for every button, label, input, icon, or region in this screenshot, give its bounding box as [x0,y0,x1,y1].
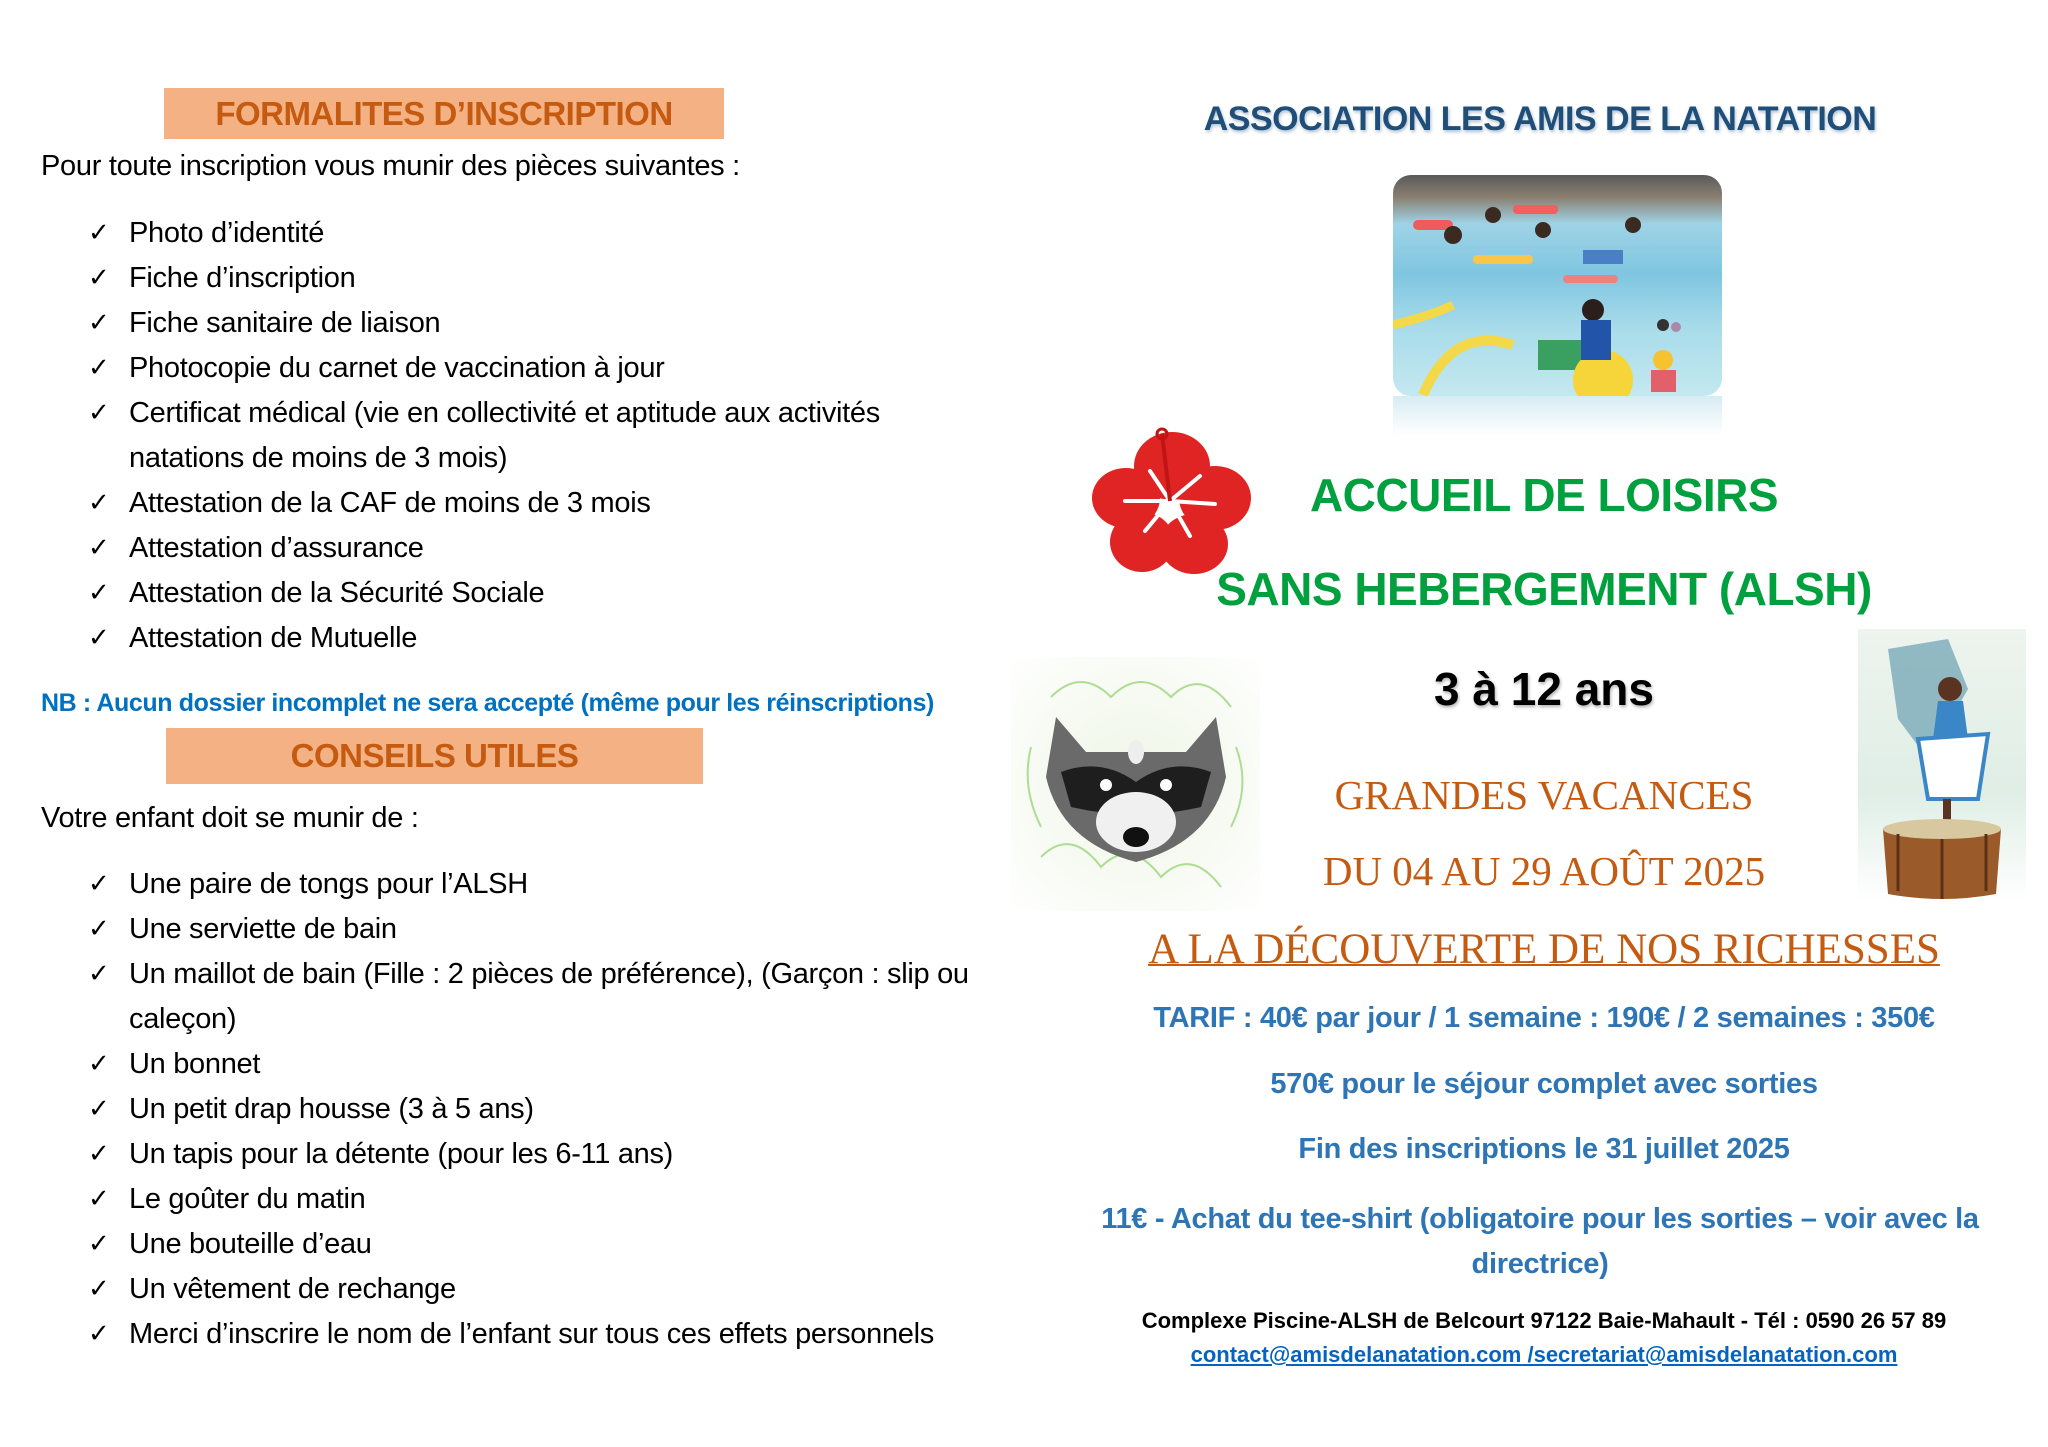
list-item: ✓ Un bonnet [88,1042,988,1087]
list-item: ✓ Un petit drap housse (3 à 5 ans) [88,1087,988,1132]
checkmark-icon: ✓ [88,353,110,383]
conseils-intro: Votre enfant doit se munir de : [41,802,419,834]
checkmark-icon: ✓ [88,263,110,293]
sejour-price-text: 570€ pour le séjour complet avec sorties [1270,1068,1818,1100]
list-item: ✓ Une serviette de bain [88,907,988,952]
conseils-header: CONSEILS UTILES [166,728,703,784]
list-item: ✓ Attestation de la CAF de moins de 3 mois [88,481,988,526]
checkmark-icon: ✓ [88,1094,110,1124]
checkmark-icon: ✓ [88,1184,110,1214]
teeshirt-text: 11€ - Achat du tee-shirt (obligatoire pour les sorties – voir avec la directrice) [1101,1203,1979,1280]
checkmark-icon: ✓ [88,959,110,989]
formalites-intro: Pour toute inscription vous munir des pièces suivantes : [41,150,740,182]
deadline-text: Fin des inscriptions le 31 juillet 2025 [1298,1133,1790,1165]
checkmark-icon: ✓ [88,578,110,608]
theme-label: A LA DÉCOUVERTE DE NOS RICHESSES [1148,926,1940,973]
checkmark-icon: ✓ [88,1049,110,1079]
list-item: ✓ Fiche sanitaire de liaison [88,301,988,346]
checkmark-icon: ✓ [88,488,110,518]
checkmark-icon: ✓ [88,218,110,248]
pool-photo [1393,175,1722,396]
list-item: ✓ Photocopie du carnet de vaccination à jour [88,346,988,391]
conseils-list [88,862,988,1357]
title-sans-hebergement: SANS HEBERGEMENT (ALSH) [1216,563,1872,615]
association-title: ASSOCIATION LES AMIS DE LA NATATION [1203,100,1877,138]
age-range: 3 à 12 ans [1434,663,1654,715]
formalites-list [88,211,988,661]
checkmark-icon: ✓ [88,398,110,428]
address-phone: Complexe Piscine-ALSH de Belcourt 97122 Baie-Mahault - Tél : 0590 26 57 89 [1141,1308,1947,1333]
checkmark-icon: ✓ [88,1229,110,1259]
period-label: GRANDES VACANCES [1334,772,1754,818]
list-item: ✓ Fiche d’inscription [88,256,988,301]
list-item: ✓ Certificat médical (vie en collectivité et aptitude aux activités natations de moins de 3 mois) [88,391,989,481]
list-item: ✓ Photo d’identité [88,211,988,256]
formalites-header: FORMALITES D’INSCRIPTION [164,88,724,139]
checkmark-icon: ✓ [88,308,110,338]
email-links [1040,1342,2048,1368]
title-accueil-de-loisirs: ACCUEIL DE LOISIRS [1309,469,1779,521]
checkmark-icon: ✓ [88,1274,110,1304]
list-item: ✓ Attestation d’assurance [88,526,988,571]
checkmark-icon: ✓ [88,1139,110,1169]
tarif-text: TARIF : 40€ par jour / 1 semaine : 190€ / 2 semaines : 350€ [1153,1002,1935,1034]
pool-photo-reflection [1393,396,1722,436]
checkmark-icon: ✓ [88,623,110,653]
checkmark-icon: ✓ [88,914,110,944]
list-item: ✓ Le goûter du matin [88,1177,988,1222]
list-item: ✓ Un maillot de bain (Fille : 2 pièces de préférence), (Garçon : slip ou caleçon) [88,952,989,1042]
incomplete-dossier-note: NB : Aucun dossier incomplet ne sera accepté (même pour les réinscriptions) [41,689,934,717]
dates-label: DU 04 AU 29 AOÛT 2025 [1322,848,1766,894]
list-item: ✓ Attestation de la Sécurité Sociale [88,571,988,616]
list-item: ✓ Une bouteille d’eau [88,1222,988,1267]
email-contact-link[interactable]: contact@amisdelanatation.com [1190,1342,1522,1367]
pool-scene-icon [1393,175,1722,396]
email-secretariat-link[interactable]: secretariat@amisdelanatation.com [1533,1342,1898,1367]
checkmark-icon: ✓ [88,1319,110,1349]
list-item: ✓ Un vêtement de rechange [88,1267,988,1312]
checkmark-icon: ✓ [88,869,110,899]
email-separator: / [1521,1342,1534,1367]
checkmark-icon: ✓ [88,533,110,563]
list-item: ✓ Un tapis pour la détente (pour les 6-11 ans) [88,1132,988,1177]
list-item: ✓ Attestation de Mutuelle [88,616,988,661]
list-item: ✓ Une paire de tongs pour l’ALSH [88,862,988,907]
list-item: ✓ Merci d’inscrire le nom de l’enfant sur tous ces effets personnels [88,1312,949,1357]
